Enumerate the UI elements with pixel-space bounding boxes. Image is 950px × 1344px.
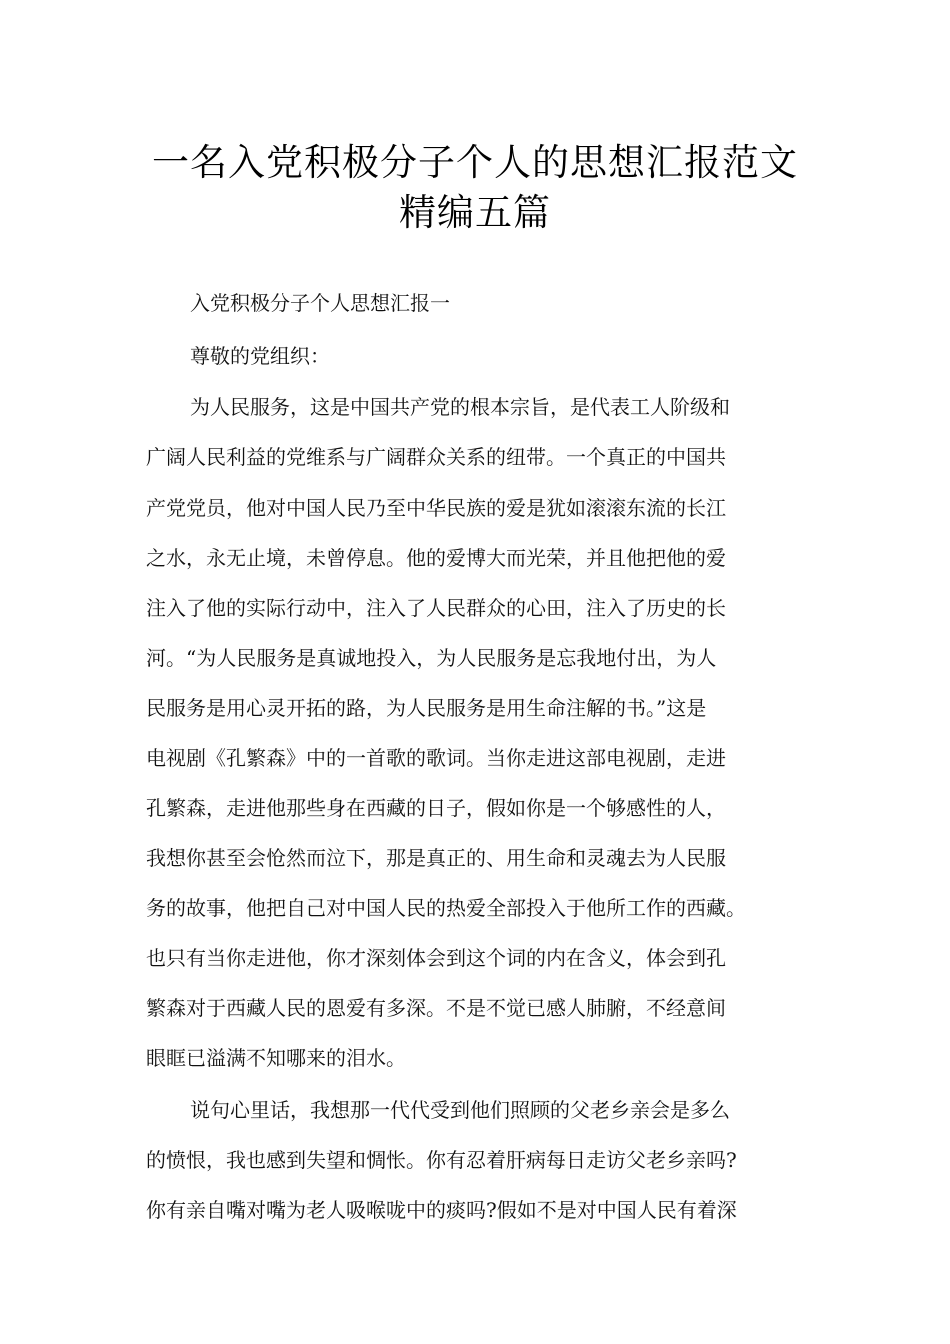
- paragraph-line: 河。“为人民服务是真诚地投入，为人民服务是忘我地付出，为人: [146, 646, 717, 670]
- paragraph-line: 孔繁森，走进他那些身在西藏的日子，假如你是一个够感性的人，: [146, 796, 726, 820]
- paragraph-line: 产党党员，他对中国人民乃至中华民族的爱是犹如滚滚东流的长江: [146, 496, 726, 520]
- paragraph-line: 的愤恨，我也感到失望和惆怅。你有忍着肝病每日走访父老乡亲吗?: [146, 1148, 737, 1172]
- salutation: 尊敬的党组织：: [190, 344, 330, 368]
- paragraph-line: 务的故事，他把自己对中国人民的热爱全部投入于他所工作的西藏。: [146, 896, 746, 920]
- paragraph-line: 注入了他的实际行动中，注入了人民群众的心田，注入了历史的长: [146, 596, 726, 620]
- paragraph-line: 为人民服务，这是中国共产党的根本宗旨，是代表工人阶级和: [190, 395, 730, 419]
- paragraph-line: 你有亲自嘴对嘴为老人吸喉咙中的痰吗?假如不是对中国人民有着深: [146, 1198, 737, 1222]
- paragraph-line: 电视剧《孔繁森》中的一首歌的歌词。当你走进这部电视剧，走进: [146, 746, 726, 770]
- paragraph-line: 眼眶已溢满不知哪来的泪水。: [146, 1046, 406, 1070]
- paragraph-line: 之水，永无止境，未曾停息。他的爱博大而光荣，并且他把他的爱: [146, 546, 726, 570]
- document-title-line2: 精编五篇: [399, 191, 551, 234]
- document-title-line1: 一名入党积极分子个人的思想汇报范文: [152, 141, 798, 184]
- section-heading: 入党积极分子个人思想汇报一: [190, 291, 450, 315]
- paragraph-line: 广阔人民利益的党维系与广阔群众关系的纽带。一个真正的中国共: [146, 445, 726, 469]
- paragraph-line: 民服务是用心灵开拓的路，为人民服务是用生命注解的书。”这是: [146, 696, 707, 720]
- paragraph-line: 繁森对于西藏人民的恩爱有多深。不是不觉已感人肺腑，不经意间: [146, 996, 726, 1020]
- paragraph-line: 我想你甚至会怆然而泣下，那是真正的、用生命和灵魂去为人民服: [146, 846, 726, 870]
- paragraph-line: 说句心里话，我想那一代代受到他们照顾的父老乡亲会是多么: [190, 1098, 730, 1122]
- paragraph-line: 也只有当你走进他，你才深刻体会到这个词的内在含义，体会到孔: [146, 946, 726, 970]
